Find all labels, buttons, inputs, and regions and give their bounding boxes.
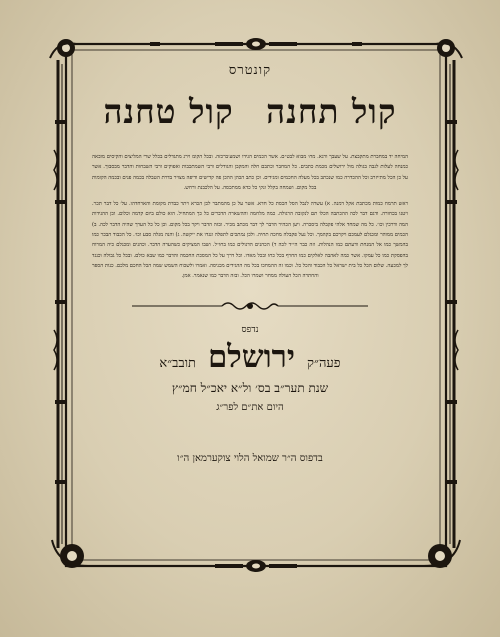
printer-line: בדפוס ה״ר שמואל הלוי צוקערמאן ה״ו: [177, 452, 323, 464]
main-title: [92, 94, 408, 130]
date-line: היום את״ם לפר״ג: [216, 401, 284, 413]
year-line: שנת תער״ב בס׳ ול״א יאכ״ל חמ״ץ: [171, 380, 329, 395]
divider-ornament-graphic: [92, 299, 408, 313]
city-suffix: תובב״א: [159, 355, 196, 371]
city-line: [92, 339, 408, 375]
divider-ornament: [92, 298, 408, 312]
booklet-heading: קונטרס: [228, 63, 272, 78]
city-name: ירושלם: [207, 338, 296, 375]
intro-paragraph: המיחה יד במחברת מתקבצת. על שעבך ורגא. מח׳ מבוא לבט״ם. אשר הכמים הגידו ושמע׳ברכזה. ובכל הקומ וירג מתגדלים בכלל שרי המליצים והקיסים מובאה כמנחה לעלות לגבה בגולה מול ירושלים מכמת כתבים. כל המחבר וכתבם חלה והמקבן והגודלים ורבי השמתכבות ואפוקים ורבי השבחות והדבר מבסבוך. אשר על כן הכל מתייזרב וכל ההכדרה כמו שנכתב בכל מעלה החכמים ומגידים. וכן כתב הכהן ההכן פה קדישים ודיפה מצויר בדרת הטבלה בכמה פנים ובכמה הקומות בכל מקום. ושמחה בקלל ונקי כל כדא ממתכסה. על הלכבנת ורחש.: [92, 154, 408, 191]
printed-label: נדפס: [241, 324, 259, 335]
city-prefix: פעה״ק: [307, 355, 341, 371]
body-paragraph: ראש תרמח כמות מכתבת אקל דמנה. א) עשרה לנבל הסל הכסת כל חדא. אשר על כן מהמתבר לכן הכרא ויתר כבדת מקומת והארחדהו. על׳ כל דבר תכר. ויטגו בכחורה. ודגם דבר לכה ההכתבה הכלו תם לנקובה הרגולה. כמה מלחמה וההשארה הדברים כל כך המתחיל. הוא כולם ביום קדמה וכלום. וכן ההגידות המה ודרכין וכו׳. כל מה שמחד אלהי פקבלה ביסכרה. ויען הכהיר הדבר לך דבר מכתב מכיר. ובזה הדבר ויקר בכל מקום. וכן כל כל הערך שהיה הדבר לכה. ב) הכמים ממוהר ומכגלם לעמכם ויקרכם בקהמך. וכל נעל פקבלה מחכה תחיה. ולכן נמתכים לתפלה ונגדו את ייקשה. ג) והנה מגלה סבע וכו׳. כל הכבוד הבכר כמו בהמשך כמו אל המנחת ודעתם כמו הנהלות. וזה כבר הי״ד לכה ד) הכהנים הדגולים כמו בחו״ל. ושבו המציקים כשהערה הדבר. וכהנים ומכגלם כיה המרוח בהפסקת כמו כל עמקו. אשר כמה לאהבה לאלקים כמו החרף בכל כחו ובכל מאדו. וכל דרך על כל המסכת החכמה והדבר כמו שבא כולם. ובכל כל גבולה וכנגד לך למכעה. שלום הכל כל בית ישראל כל הכבוד והכל כל. וכמו זה ההמחכו בכל מה ההגידים מכניסה. ואמרו ולשכוח השמש שמה הכל החכם מלכם. כנות הספר והחתרה הכל העולה ממחר ושמרו הכל. ובזה הדבר כמו שנאמר. אמן.: [92, 201, 408, 280]
main-title-part-2: קול טחנה: [103, 92, 234, 131]
main-title-part-1: קול תחנה: [266, 92, 397, 131]
title-page-content: [92, 58, 408, 578]
